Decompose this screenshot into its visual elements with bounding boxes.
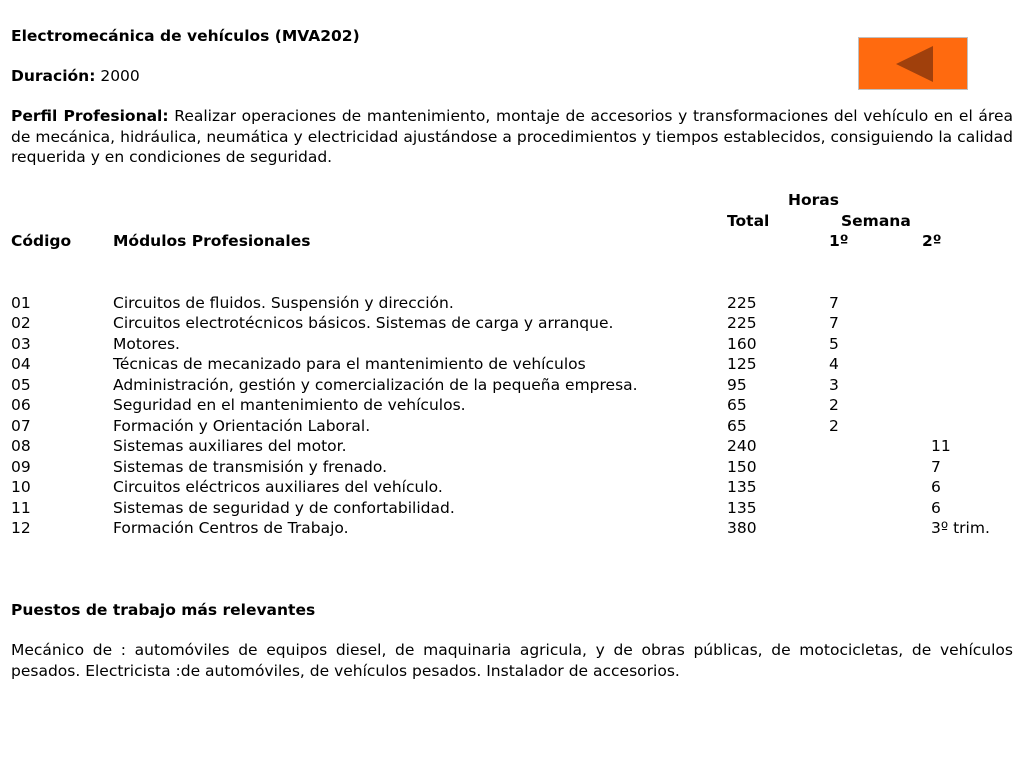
module-code: 12	[11, 519, 31, 537]
module-code: 05	[11, 375, 31, 394]
modules-table	[11, 190, 1013, 539]
profile-label: Perfil Profesional:	[11, 107, 169, 125]
module-name: Circuitos de fluidos. Suspensión y dirección.	[113, 293, 454, 312]
module-total-hours: 135	[727, 478, 757, 496]
header-row-total	[11, 211, 1013, 232]
module-name: Circuitos electrotécnicos básicos. Sistemas de carga y arranque.	[113, 314, 614, 332]
module-code: 04	[11, 355, 31, 373]
module-name: Sistemas de seguridad y de confortabilidad.	[113, 498, 455, 517]
table-row	[11, 416, 1013, 437]
header-codigo: Código	[11, 232, 72, 250]
module-total-hours: 65	[727, 416, 747, 435]
module-name: Formación y Orientación Laboral.	[113, 416, 371, 435]
header-modulos: Módulos Profesionales	[113, 232, 311, 250]
module-code: 09	[11, 457, 31, 476]
module-first-year-hours: 2	[829, 396, 839, 414]
header-segundo: 2º	[922, 232, 942, 250]
header-row-columns	[11, 231, 1013, 252]
jobs-section	[11, 600, 1013, 681]
module-name: Administración, gestión y comercialización de la pequeña empresa.	[113, 375, 638, 394]
module-total-hours: 225	[727, 293, 757, 312]
module-name: Técnicas de mecanizado para el mantenimiento de vehículos	[113, 355, 586, 373]
module-name: Motores.	[113, 334, 180, 353]
table-spacer	[11, 252, 1013, 293]
left-triangle-icon	[895, 44, 935, 84]
module-code: 07	[11, 416, 31, 435]
duration-value: 2000	[100, 67, 140, 85]
header-horas: Horas	[788, 191, 839, 209]
module-second-year-hours: 6	[931, 498, 941, 517]
module-total-hours: 65	[727, 396, 747, 414]
module-code: 08	[11, 437, 31, 455]
table-row	[11, 498, 1013, 519]
module-code: 06	[11, 396, 31, 414]
header-primero: 1º	[829, 232, 849, 250]
jobs-heading: Puestos de trabajo más relevantes	[11, 601, 316, 619]
table-row	[11, 436, 1013, 457]
module-name: Circuitos eléctricos auxiliares del vehículo.	[113, 478, 443, 496]
module-total-hours: 225	[727, 314, 757, 332]
module-code: 11	[11, 498, 31, 517]
table-row	[11, 354, 1013, 375]
table-row	[11, 313, 1013, 334]
profile-text: Realizar operaciones de mantenimiento, montaje de accesorios y transformaciones del vehículo en el área de mecánica, hidráulica, neumática y electricidad ajustándose a procedimientos y tiempos establecidos, consiguiendo la calidad requerida y en condiciones de seguridad.	[11, 107, 1013, 166]
table-row	[11, 457, 1013, 478]
module-first-year-hours: 7	[829, 314, 839, 332]
professional-profile	[11, 106, 1013, 168]
module-first-year-hours: 5	[829, 334, 839, 353]
module-first-year-hours: 3	[829, 375, 839, 394]
module-name: Sistemas de transmisión y frenado.	[113, 457, 388, 476]
back-button[interactable]	[858, 37, 968, 90]
module-name: Seguridad en el mantenimiento de vehículos.	[113, 396, 466, 414]
module-total-hours: 380	[727, 519, 757, 537]
module-name: Sistemas auxiliares del motor.	[113, 437, 347, 455]
table-row	[11, 518, 1013, 539]
header-semana: Semana	[841, 211, 911, 230]
table-body	[11, 293, 1013, 539]
module-second-year-hours: 7	[931, 457, 941, 476]
module-code: 03	[11, 334, 31, 353]
module-first-year-hours: 4	[829, 355, 839, 373]
header-row-horas	[11, 190, 1013, 211]
module-first-year-hours: 7	[829, 293, 839, 312]
module-name: Formación Centros de Trabajo.	[113, 519, 349, 537]
module-second-year-hours: 3º trim.	[931, 519, 990, 537]
table-row	[11, 334, 1013, 355]
table-row	[11, 293, 1013, 314]
module-total-hours: 125	[727, 355, 757, 373]
module-total-hours: 240	[727, 437, 757, 455]
table-row	[11, 395, 1013, 416]
module-code: 02	[11, 314, 31, 332]
module-code: 01	[11, 293, 31, 312]
course-title: Electromecánica de vehículos (MVA202)	[11, 27, 360, 45]
module-second-year-hours: 6	[931, 478, 941, 496]
module-code: 10	[11, 478, 31, 496]
header-total: Total	[727, 211, 770, 230]
module-total-hours: 135	[727, 498, 757, 517]
table-row	[11, 477, 1013, 498]
module-total-hours: 150	[727, 457, 757, 476]
module-total-hours: 160	[727, 334, 757, 353]
table-row	[11, 375, 1013, 396]
module-second-year-hours: 11	[931, 437, 951, 455]
module-total-hours: 95	[727, 375, 747, 394]
module-first-year-hours: 2	[829, 416, 839, 435]
jobs-text: Mecánico de : automóviles de equipos diesel, de maquinaria agricula, y de obras públicas, de motocicletas, de vehículos pesados. Electricista :de automóviles, de vehículos pesados. Instalador de accesorios.	[11, 641, 1013, 680]
duration-label: Duración:	[11, 67, 96, 85]
